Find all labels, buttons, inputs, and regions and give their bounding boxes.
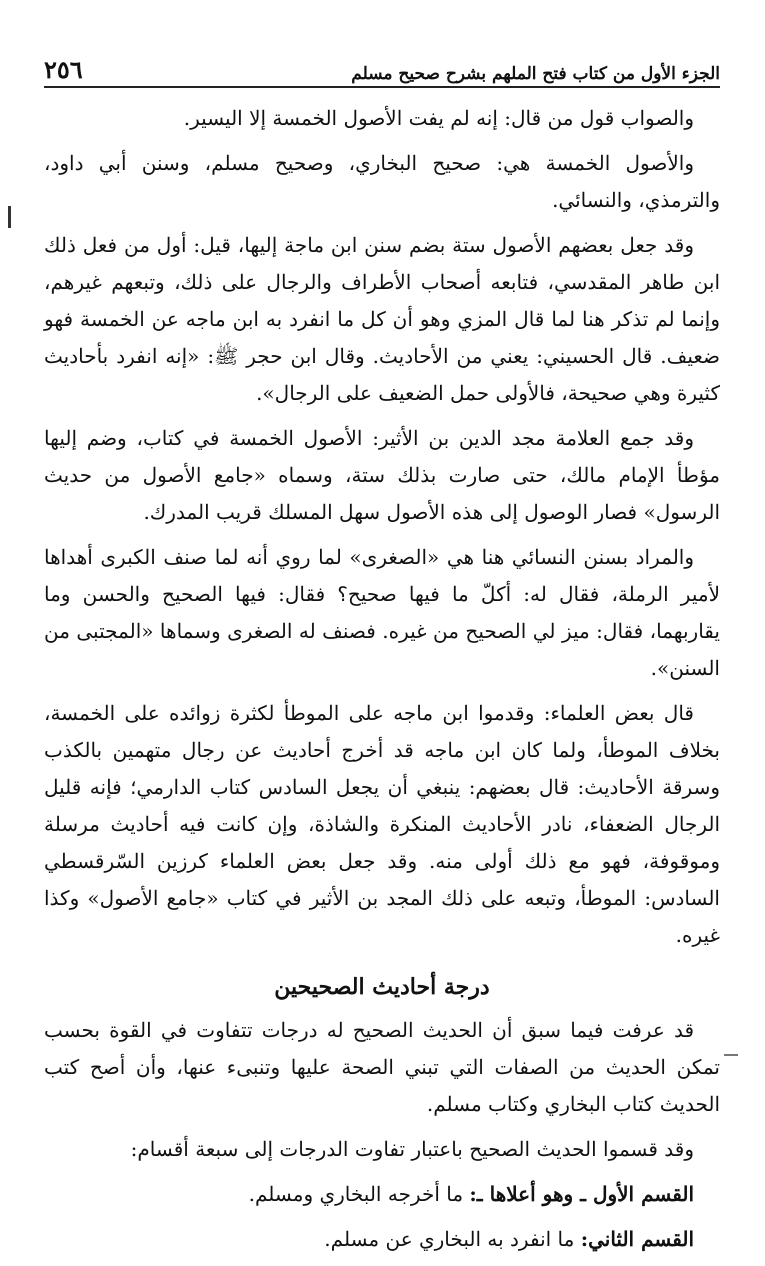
category-label: القسم الثاني: <box>580 1227 694 1251</box>
margin-mark <box>8 206 11 228</box>
category-item <box>44 1221 720 1258</box>
section-heading: درجة أحاديث الصحيحين <box>274 974 490 1000</box>
page-body <box>44 100 720 1266</box>
running-header <box>44 48 720 84</box>
paragraph: والأصول الخمسة هي: صحيح البخاري، وصحيح مسلم، وسنن أبي داود، والترمذي، والنسائي. <box>44 151 720 212</box>
paragraph: والصواب قول من قال: إنه لم يفت الأصول الخمسة إلا اليسير. <box>183 106 694 130</box>
paragraph: والمراد بسنن النسائي هنا هي «الصغرى» لما روي أنه لما صنف الكبرى أهداها لأمير الرملة، فقال له: أكلّ ما فيها صحيح؟ فقال: فيها الصحيح والحسن وما يقاربهما، فقال: ميز لي الصحيح من غيره. فصنف له الصغرى وسماها «المجتبى من السنن». <box>44 545 720 680</box>
paragraph: وقد جعل بعضهم الأصول ستة بضم سنن ابن ماجة إليها، قيل: أول من فعل ذلك ابن طاهر المقدسي، فتابعه أصحاب الأطراف والرجال على ذلك، وتبعهم غيرهم، وإنما لم تذكر هنا لما قال المزي وهو أن كل ما انفرد به ابن ماجه عن الخمسة فهو ضعيف. قال الحسيني: يعني من الأحاديث. وقال ابن حجر ﷺ: «إنه انفرد بأحاديث كثيرة وهي صحيحة، فالأولى حمل الضعيف على الرجال». <box>44 233 720 405</box>
category-text: ما انفرد به البخاري عن مسلم. <box>324 1227 581 1251</box>
section-division: وقد قسموا الحديث الصحيح باعتبار تفاوت الدرجات إلى سبعة أقسام: <box>130 1137 694 1161</box>
section-intro: قد عرفت فيما سبق أن الحديث الصحيح له درجات تتفاوت في القوة بحسب تمكن الحديث من الصفات التي تبني الصحة عليها وتنبىء عنها، وأن أصح كتب الحديث كتاب البخاري وكتاب مسلم. <box>44 1018 720 1116</box>
category-item <box>44 1176 720 1213</box>
margin-dash <box>724 1054 738 1056</box>
paragraph: قال بعض العلماء: وقدموا ابن ماجه على الموطأ لكثرة زوائده على الخمسة، بخلاف الموطأ، ولما كان ابن ماجه قد أخرج أحاديث عن رجال متهمين بالكذب وسرقة الأحاديث: قال بعضهم: ينبغي أن يجعل السادس كتاب الدارمي؛ فإنه قليل الرجال الضعفاء، نادر الأحاديث المنكرة والشاذة، وإن كانت فيه أحاديث مرسلة وموقوفة، فهو مع ذلك أولى منه. وقد جعل بعض العلماء كرزين السّرقسطي السادس: الموطأ، وتبعه على ذلك المجد بن الأثير في كتاب «جامع الأصول» وكذا غيره. <box>44 701 720 947</box>
category-text: ما أخرجه البخاري ومسلم. <box>248 1182 470 1206</box>
header-title: الجزء الأول من كتاب فتح الملهم بشرح صحيح مسلم <box>351 64 720 84</box>
header-rule <box>44 86 720 88</box>
paragraph: وقد جمع العلامة مجد الدين بن الأثير: الأصول الخمسة في كتاب، وضم إليها مؤطأ الإمام مالك، حتى صارت بذلك ستة، وسماه «جامع الأصول من حديث الرسول» فصار الوصول إلى هذه الأصول سهل المسلك قريب المدرك. <box>44 426 720 524</box>
category-label: القسم الأول ـ وهو أعلاها ـ: <box>469 1182 694 1206</box>
page-number: ٢٥٦ <box>44 55 83 84</box>
